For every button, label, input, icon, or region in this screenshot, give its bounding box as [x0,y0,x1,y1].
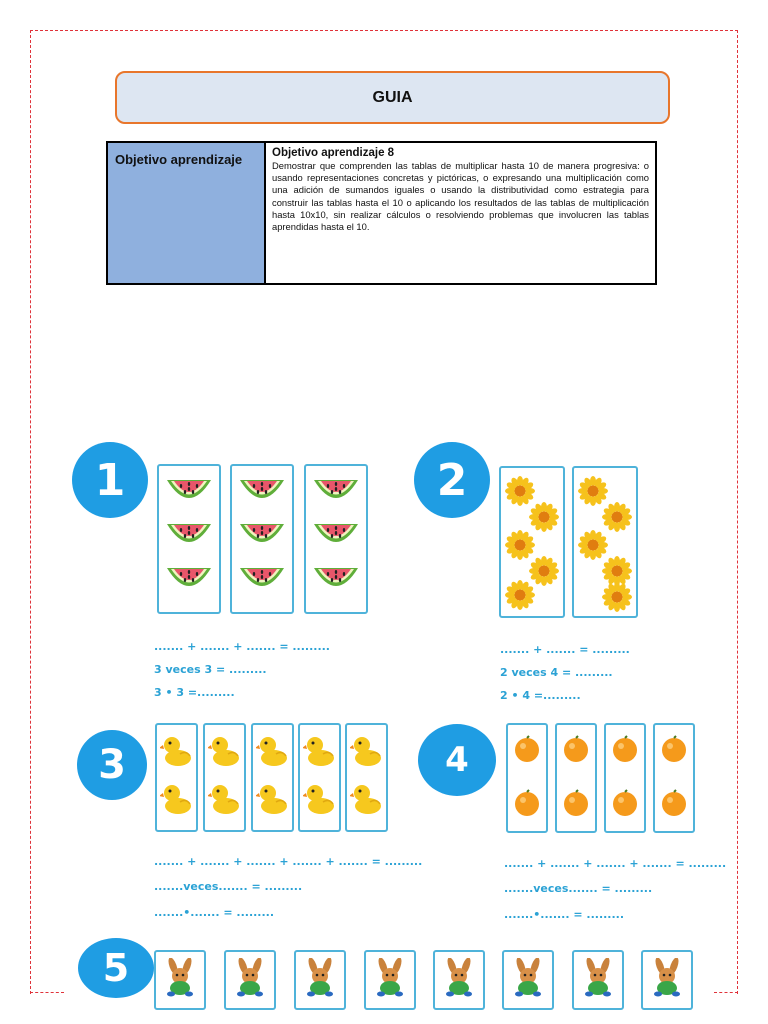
equation-line: ....... + ....... + ....... + ....... = ......... [504,857,727,870]
watermelon-icon [165,476,213,506]
title-box [115,71,670,124]
rabbit-icon [508,958,548,998]
equation-line: ....... + ....... + ....... + ....... + ....... = ......... [154,855,423,868]
worksheet [64,432,727,1024]
objective-label: Objetivo aprendizaje [108,143,266,283]
equation-line: 3 veces 3 = ......... [154,663,267,676]
duck-icon [350,782,384,816]
equation-line: 3 • 3 =......... [154,686,235,699]
flower-icon [602,502,632,532]
duck-icon [160,734,194,768]
objective-text: Demostrar que comprenden las tablas de multiplicar hasta 10 de manera progresiva: o usando representaciones concretas y pictóricas, o expresando una multiplicación como una adición de sumandos iguales o usando la distributividad como estrategia para construir las tablas hasta el 10 o aplicando los resultados de las tablas de multiplicación hasta 10x10, sin realizar cálculos o resolviendo problemas que involucren las tablas aprendidas hasta el 10. [272,160,649,233]
duck-icon [350,734,384,768]
orange-icon [659,788,689,818]
flower-icon [529,502,559,532]
duck-icon [160,782,194,816]
equation-line: ....... + ....... + ....... = ......... [154,640,330,653]
rabbit-icon [300,958,340,998]
orange-icon [610,788,640,818]
watermelon-icon [312,520,360,550]
duck-icon [303,734,337,768]
rabbit-icon [439,958,479,998]
flower-icon [505,580,535,610]
watermelon-icon [238,520,286,550]
objective-content [266,143,655,283]
equation-line: 2 veces 4 = ......... [500,666,613,679]
equation-line: .......veces....... = ......... [504,882,653,895]
page-title: GUIA [372,88,413,106]
rabbit-icon [370,958,410,998]
objective-heading: Objetivo aprendizaje 8 [272,147,395,159]
watermelon-icon [165,520,213,550]
duck-icon [256,734,290,768]
page-border-bottom-right [714,992,738,993]
page-border-bottom-left [30,992,64,993]
orange-icon [512,734,542,764]
orange-icon [512,788,542,818]
watermelon-icon [238,476,286,506]
equation-line: 2 • 4 =......... [500,689,581,702]
exercise-number-3: 3 [77,730,147,800]
equation-line: ....... + ....... = ......... [500,643,630,656]
objective-table [106,141,657,285]
watermelon-icon [312,564,360,594]
exercise-number-4: 4 [418,724,496,796]
orange-icon [659,734,689,764]
exercise-number-2: 2 [414,442,490,518]
watermelon-icon [165,564,213,594]
orange-icon [561,788,591,818]
equation-line: .......veces....... = ......... [154,880,303,893]
flower-icon [602,582,632,612]
orange-icon [610,734,640,764]
rabbit-icon [230,958,270,998]
duck-icon [208,782,242,816]
rabbit-icon [160,958,200,998]
equation-line: .......•....... = ......... [154,906,275,919]
duck-icon [256,782,290,816]
duck-icon [303,782,337,816]
exercise-number-5: 5 [78,938,154,998]
rabbit-icon [647,958,687,998]
watermelon-icon [312,476,360,506]
equation-line: .......•....... = ......... [504,908,625,921]
exercise-number-1: 1 [72,442,148,518]
orange-icon [561,734,591,764]
rabbit-icon [578,958,618,998]
duck-icon [208,734,242,768]
watermelon-icon [238,564,286,594]
